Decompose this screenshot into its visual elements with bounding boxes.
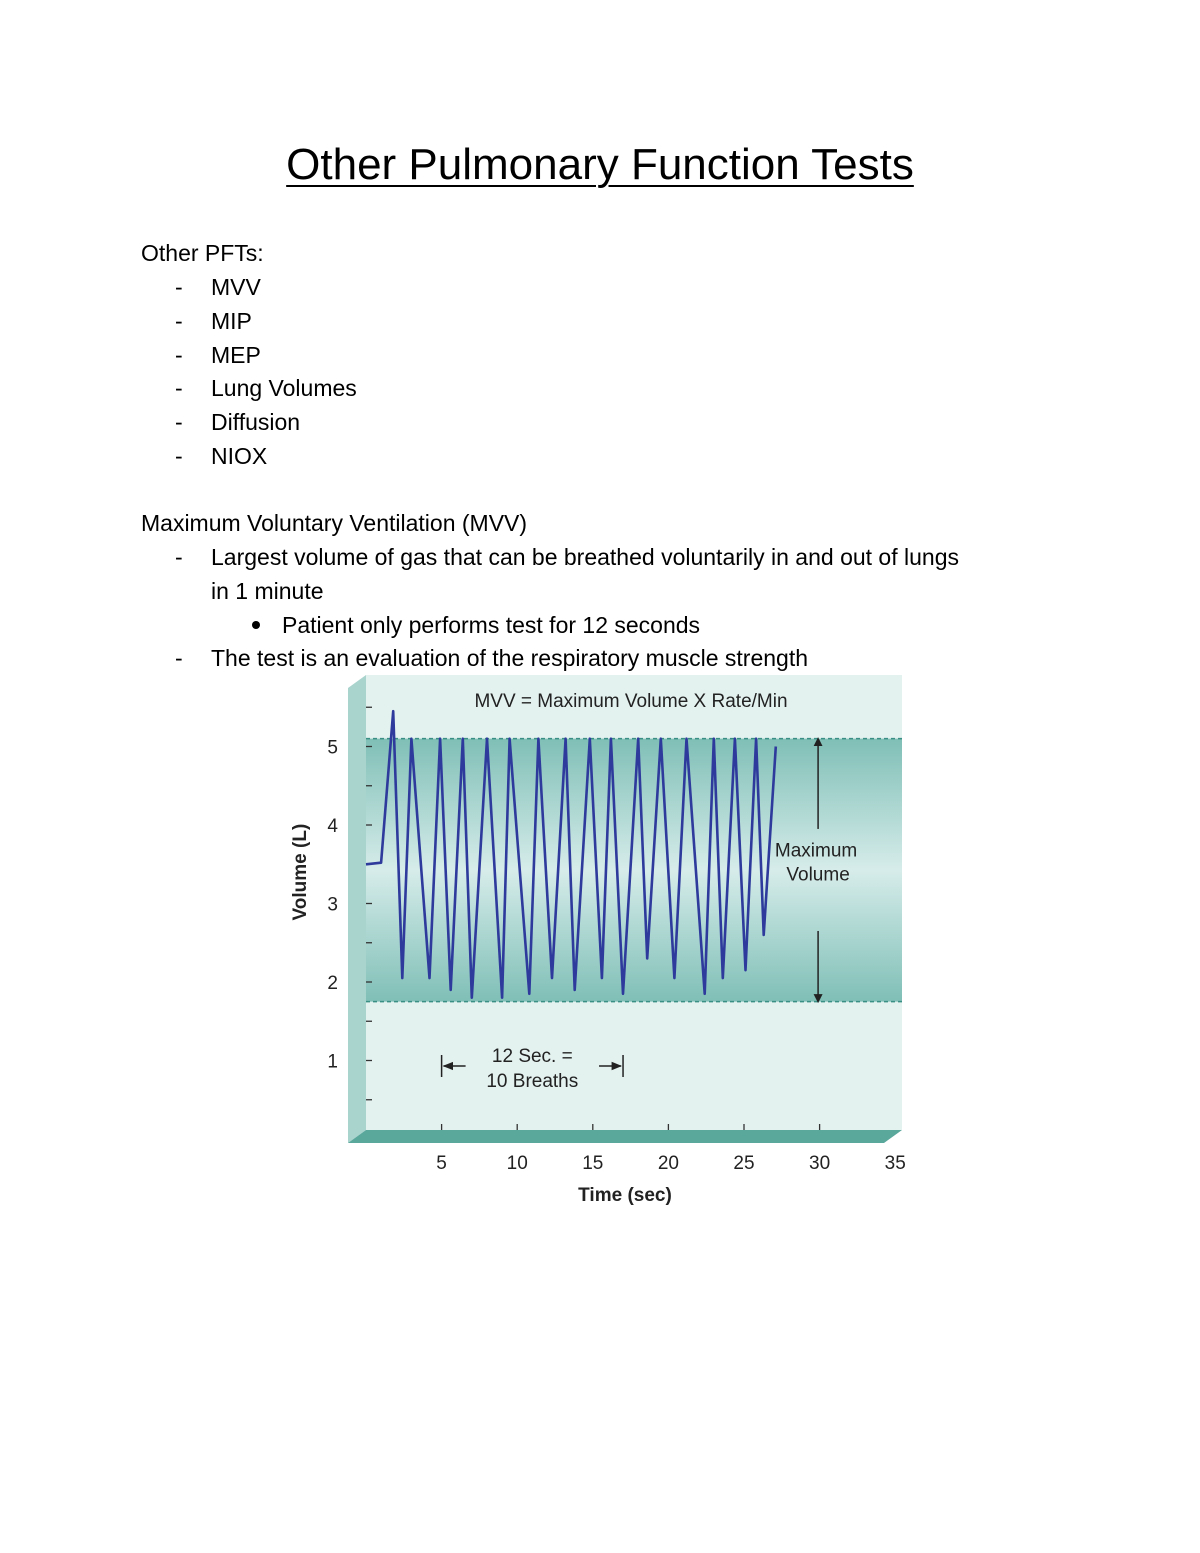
duration-bracket-label: 12 Sec. = xyxy=(491,1045,573,1067)
mvv-chart xyxy=(270,670,930,1220)
y-tick-label: 4 xyxy=(327,816,338,837)
list-bullet: - xyxy=(175,645,183,671)
chart-title: MVV = Maximum Volume X Rate/Min xyxy=(474,691,788,712)
other-pfts-heading: Other PFTs: xyxy=(141,240,264,266)
list-bullet: - xyxy=(175,308,183,334)
max-volume-label: Maximum xyxy=(774,840,858,862)
x-tick-label: 35 xyxy=(884,1153,906,1174)
mvv-subpoint: Patient only performs test for 12 seconds xyxy=(282,612,701,638)
y-tick-label: 2 xyxy=(327,973,338,994)
page-title: Other Pulmonary Function Tests xyxy=(286,140,914,189)
y-axis-label: Volume (L) xyxy=(290,823,311,921)
list-item: MEP xyxy=(211,342,261,368)
list-item: MIP xyxy=(211,308,252,334)
list-bullet: - xyxy=(175,443,183,469)
bullet-dot-icon xyxy=(252,621,260,629)
mvv-heading: Maximum Voluntary Ventilation (MVV) xyxy=(141,510,528,536)
list-bullet: - xyxy=(175,274,183,300)
list-item: NIOX xyxy=(211,443,268,469)
mvv-point-1-line-1: Largest volume of gas that can be breathed voluntarily in and out of lungs xyxy=(211,544,959,570)
mvv-point-1-line-2: in 1 minute xyxy=(211,578,324,604)
list-bullet: - xyxy=(175,544,183,570)
mvv-point-2: The test is an evaluation of the respiratory muscle strength xyxy=(211,645,809,671)
x-axis-label: Time (sec) xyxy=(578,1185,672,1206)
x-tick-label: 25 xyxy=(733,1153,755,1174)
x-tick-label: 20 xyxy=(657,1153,679,1174)
chart-left-wall xyxy=(348,675,366,1143)
list-item: Diffusion xyxy=(211,409,301,435)
chart-floor xyxy=(348,1130,902,1143)
x-tick-label: 30 xyxy=(809,1153,831,1174)
x-tick-label: 5 xyxy=(436,1153,447,1174)
list-item: Lung Volumes xyxy=(211,375,357,401)
max-volume-label: Volume xyxy=(786,864,850,886)
y-tick-label: 3 xyxy=(327,894,338,916)
x-tick-label: 10 xyxy=(506,1153,528,1174)
list-item: MVV xyxy=(211,274,261,300)
y-tick-label: 1 xyxy=(327,1051,338,1073)
duration-bracket-label: 10 Breaths xyxy=(486,1070,579,1092)
list-bullet: - xyxy=(175,342,183,368)
list-bullet: - xyxy=(175,409,183,435)
x-tick-label: 15 xyxy=(582,1153,604,1174)
list-bullet: - xyxy=(175,375,183,401)
y-tick-label: 5 xyxy=(327,737,338,759)
